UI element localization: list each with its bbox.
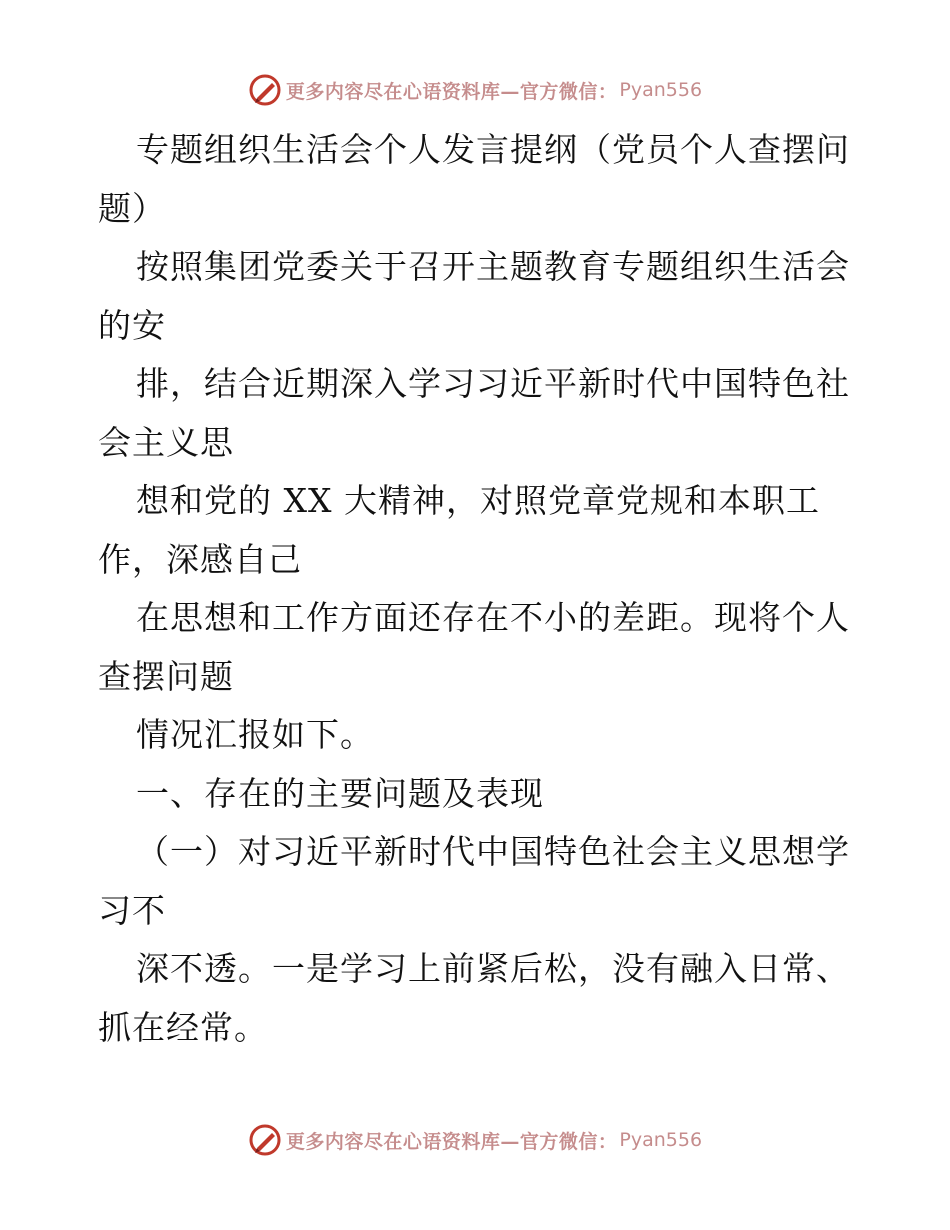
subsection-heading: （一）对习近平新时代中国特色社会主义思想学 bbox=[136, 832, 850, 871]
text-line: 作，深感自己 bbox=[98, 539, 302, 579]
watermark-text: 更多内容尽在心语资料库—官方微信： bbox=[285, 1130, 618, 1153]
text-line: 按照集团党委关于召开主题教育专题组织生活会 bbox=[136, 247, 850, 286]
document-body bbox=[98, 121, 858, 1057]
watermark-text: 更多内容尽在心语资料库—官方微信： bbox=[285, 80, 618, 103]
footer-watermark bbox=[0, 1120, 950, 1160]
text-line: 在思想和工作方面还存在不小的差距。现将个人 bbox=[136, 598, 850, 637]
text-line: 的安 bbox=[98, 305, 166, 345]
section-heading: 一、存在的主要问题及表现 bbox=[136, 773, 544, 813]
pen-logo-icon bbox=[248, 73, 282, 107]
text-line: 想和党的 XX 大精神，对照党章党规和本职工 bbox=[136, 481, 820, 520]
text-line: 习不 bbox=[98, 890, 166, 930]
text-line: 情况汇报如下。 bbox=[136, 715, 374, 754]
watermark-contact: Pyan556 bbox=[619, 1129, 703, 1151]
watermark-contact: Pyan556 bbox=[619, 79, 703, 101]
pen-logo-icon bbox=[248, 1123, 282, 1157]
text-line: 深不透。一是学习上前紧后松，没有融入日常、 bbox=[136, 949, 850, 988]
text-line: 专题组织生活会个人发言提纲（党员个人查摆问 bbox=[136, 130, 850, 169]
text-line: 查摆问题 bbox=[98, 656, 234, 696]
text-line: 会主义思 bbox=[98, 422, 234, 462]
header-watermark bbox=[0, 70, 950, 110]
text-line: 抓在经常。 bbox=[98, 1007, 268, 1047]
text-line: 排，结合近期深入学习习近平新时代中国特色社 bbox=[136, 364, 850, 403]
text-line: 题） bbox=[98, 188, 166, 228]
